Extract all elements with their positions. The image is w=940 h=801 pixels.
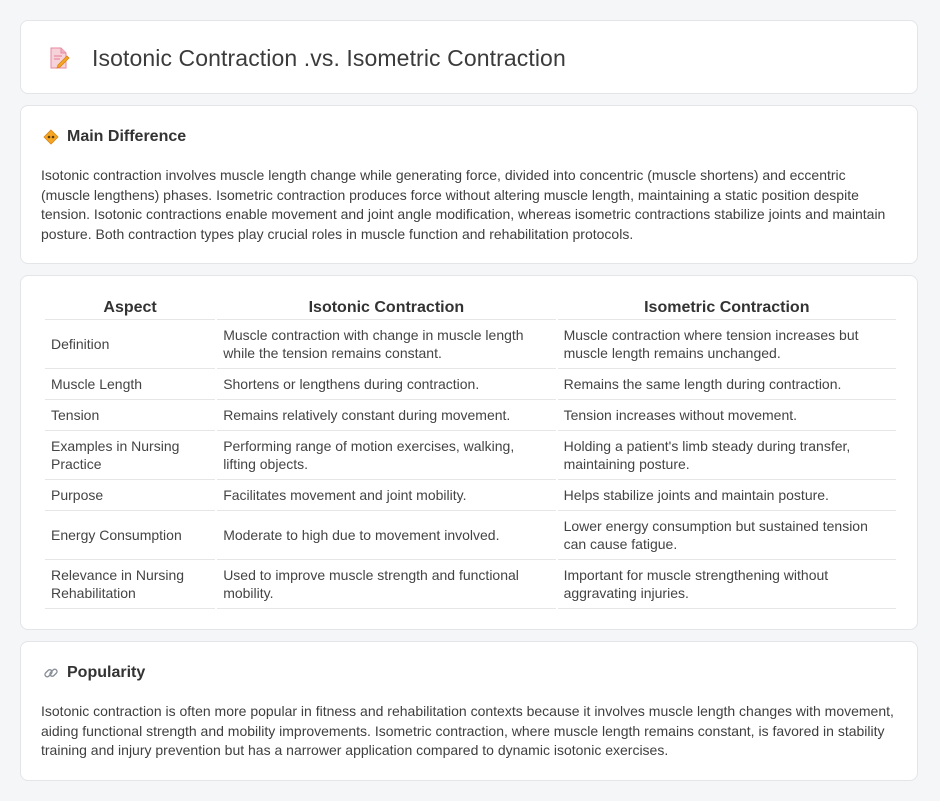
cell-isometric: Tension increases without movement. (558, 400, 896, 431)
cell-isotonic: Moderate to high due to movement involved. (217, 511, 555, 560)
title-row (47, 21, 566, 95)
popularity-title: Popularity (67, 664, 146, 681)
page-title: Isotonic Contraction .vs. Isometric Contraction (92, 44, 566, 71)
table-header-row (45, 297, 896, 320)
cell-isometric: Important for muscle strengthening without aggravating injuries. (558, 560, 896, 609)
main-difference-header (43, 128, 186, 146)
main-difference-text: Isotonic contraction involves muscle length change while generating force, divided into concentric (muscle shortens) and eccentric (muscle lengthens) phases. Isometric contraction produces force without altering muscle length, maintaining a static position despite tension. Isotonic contractions enable movement and joint angle modification, whereas isometric contractions stabilize joints and maintain posture. Both contraction types play crucial roles in muscle function and rehabilitation protocols. (41, 167, 886, 242)
cell-isotonic: Shortens or lengthens during contraction. (217, 369, 555, 400)
cell-isotonic: Facilitates movement and joint mobility. (217, 480, 555, 511)
cell-isotonic: Used to improve muscle strength and functional mobility. (217, 560, 555, 609)
cell-aspect: Relevance in Nursing Rehabilitation (45, 560, 215, 609)
table-row (45, 400, 896, 431)
link-icon (43, 665, 59, 681)
comparison-card (20, 275, 918, 630)
table-row (45, 560, 896, 609)
document-pen-icon (47, 46, 71, 70)
cell-aspect: Examples in Nursing Practice (45, 431, 215, 480)
cell-aspect: Energy Consumption (45, 511, 215, 560)
cell-isotonic: Muscle contraction with change in muscle length while the tension remains constant. (217, 320, 555, 369)
cell-aspect: Purpose (45, 480, 215, 511)
table-row (45, 511, 896, 560)
table-row (45, 431, 896, 480)
cell-aspect: Muscle Length (45, 369, 215, 400)
table-row (45, 320, 896, 369)
comparison-table (43, 297, 898, 609)
popularity-header (43, 664, 145, 682)
cell-isotonic: Performing range of motion exercises, walking, lifting objects. (217, 431, 555, 480)
diamond-warning-icon (43, 129, 59, 145)
cell-isometric: Holding a patient's limb steady during transfer, maintaining posture. (558, 431, 896, 480)
cell-aspect: Tension (45, 400, 215, 431)
table-row (45, 480, 896, 511)
popularity-text: Isotonic contraction is often more popular in fitness and rehabilitation contexts because it involves muscle length changes with movement, aiding functional strength and mobility improvements. Isometric contraction, where muscle length remains constant, is favored in stability training and injury prevention but has a narrower application compared to dynamic isotonic exercises. (41, 703, 894, 758)
header-isometric: Isometric Contraction (558, 297, 896, 320)
cell-isometric: Muscle contraction where tension increases but muscle length remains unchanged. (558, 320, 896, 369)
cell-isometric: Lower energy consumption but sustained tension can cause fatigue. (558, 511, 896, 560)
title-card (20, 20, 918, 94)
cell-isometric: Helps stabilize joints and maintain posture. (558, 480, 896, 511)
main-difference-card (20, 105, 918, 264)
cell-isometric: Remains the same length during contraction. (558, 369, 896, 400)
cell-aspect: Definition (45, 320, 215, 369)
table-row (45, 369, 896, 400)
cell-isotonic: Remains relatively constant during movement. (217, 400, 555, 431)
main-difference-title: Main Difference (67, 128, 187, 145)
popularity-card (20, 641, 918, 781)
header-isotonic: Isotonic Contraction (217, 297, 555, 320)
header-aspect: Aspect (45, 297, 215, 320)
